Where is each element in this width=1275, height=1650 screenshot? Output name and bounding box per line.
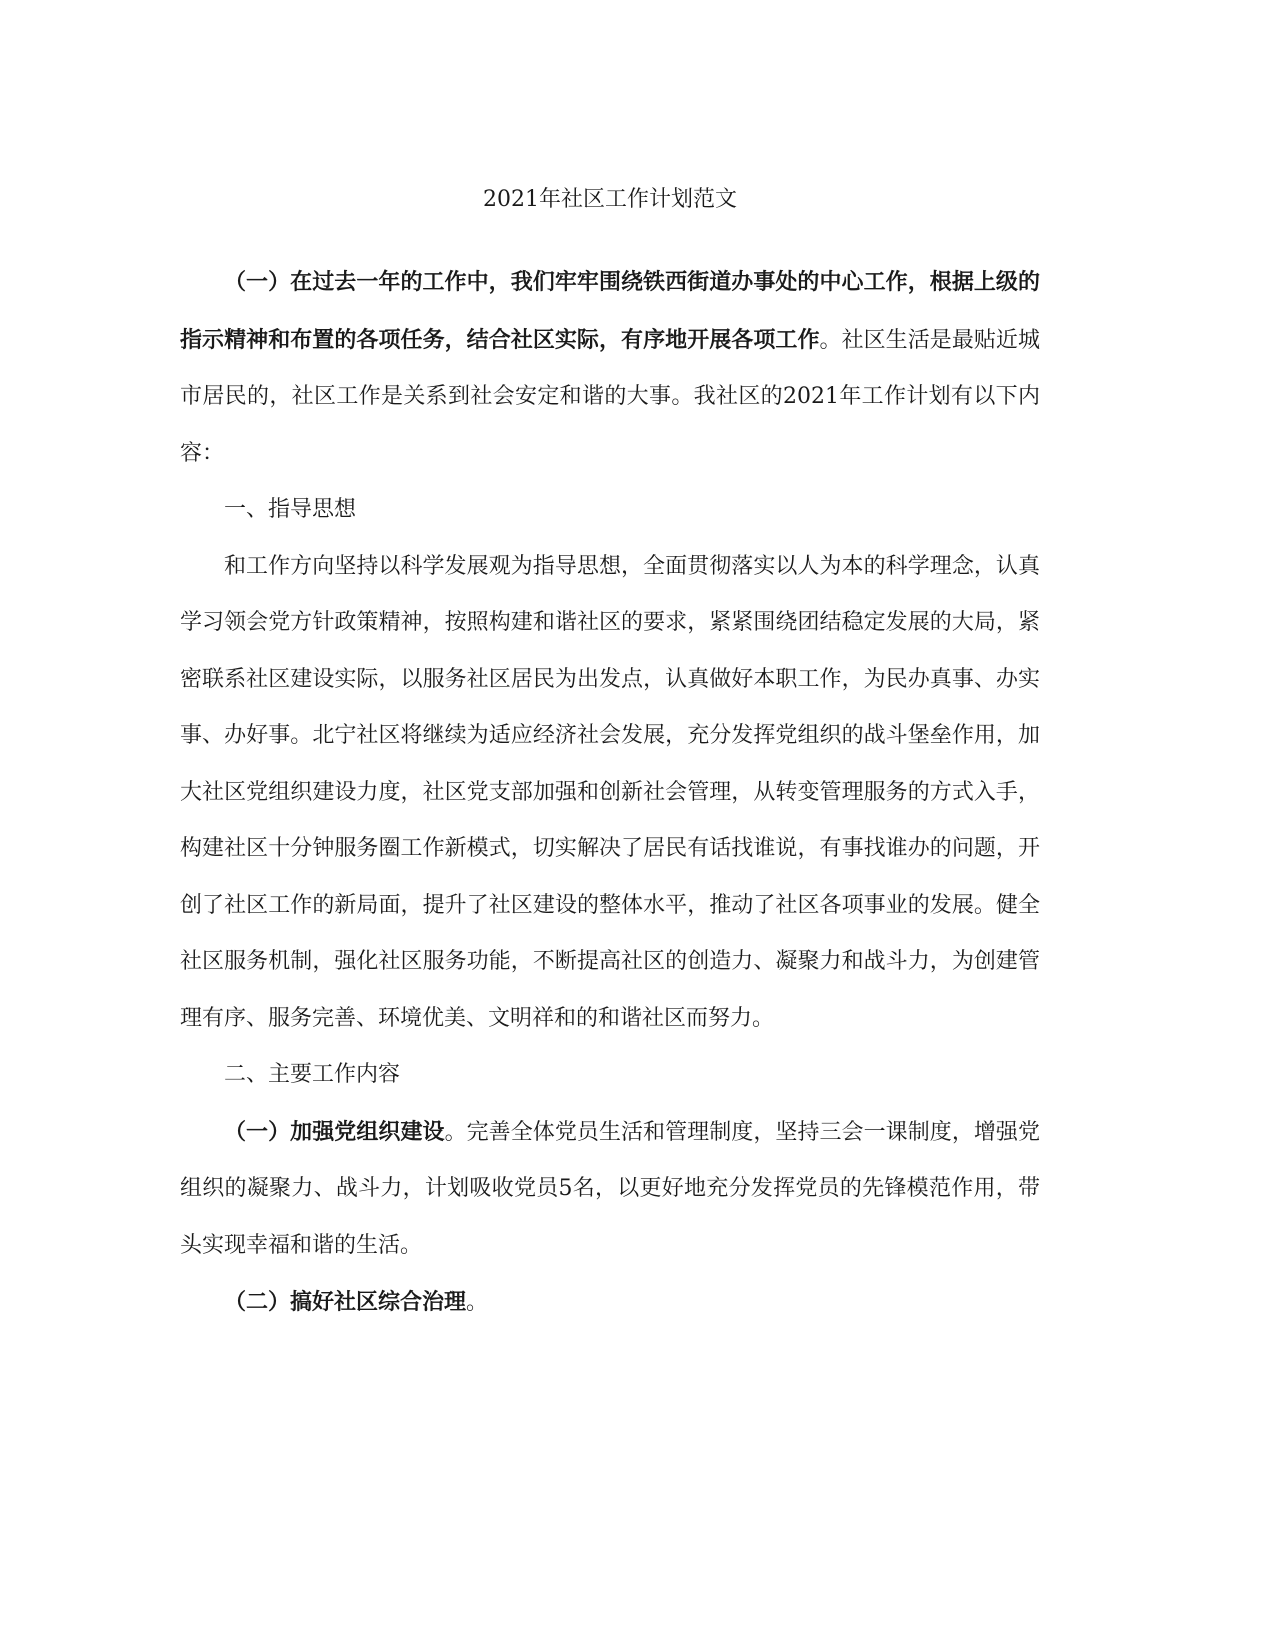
intro-paragraph (180, 254, 1040, 482)
item2-rest: 。 (466, 1290, 489, 1315)
section1-paragraph: 和工作方向坚持以科学发展观为指导思想，全面贯彻落实以人为本的科学理念，认真学习领会党方针政策精神，按照构建和谐社区的要求，紧紧围绕团结稳定发展的大局，紧密联系社区建设实际，以服务社区居民为出发点，认真做好本职工作，为民办真事、办实事、办好事。北宁社区将继续为适应经济社会发展，充分发挥党组织的战斗堡垒作用，加大社区党组织建设力度，社区党支部加强和创新社会管理，从转变管理服务的方式入手，构建社区十分钟服务圈工作新模式，切实解决了居民有话找谁说，有事找谁办的问题，开创了社区工作的新局面，提升了社区建设的整体水平，推动了社区各项事业的发展。健全社区服务机制，强化社区服务功能，不断提高社区的创造力、凝聚力和战斗力，为创建管理有序、服务完善、环境优美、文明祥和的和谐社区而努力。 (180, 553, 1040, 1031)
item2-paragraph (180, 1274, 1040, 1332)
document-page (180, 0, 1040, 1650)
intro-rest: 。社区生活是最贴近城市居民的，社区工作是关系到社会安定和谐的大事。我社区的2021年工作计划有以下内容： (180, 327, 1040, 466)
intro-bold-lead: （一）在过去一年的工作中，我们牢牢围绕铁西街道办事处的中心工作，根据上级的指示精神和布置的各项任务，结合社区实际，有序地开展各项工作 (180, 269, 1040, 353)
section-heading-guiding-ideology: 一、指导思想 (224, 497, 357, 522)
section-heading-main-work: 二、主要工作内容 (224, 1062, 401, 1087)
document-body (180, 254, 1040, 1332)
item2-bold-lead: （二）搞好社区综合治理 (224, 1289, 467, 1315)
item1-rest: 。完善全体党员生活和管理制度，坚持三会一课制度，增强党组织的凝聚力、战斗力，计划吸收党员5名，以更好地充分发挥党员的先锋模范作用，带头实现幸福和谐的生活。 (180, 1119, 1040, 1258)
item1-paragraph (180, 1104, 1040, 1275)
item1-bold-lead: （一）加强党组织建设 (224, 1118, 445, 1145)
document-title: 2021年社区工作计划范文 (483, 187, 737, 212)
